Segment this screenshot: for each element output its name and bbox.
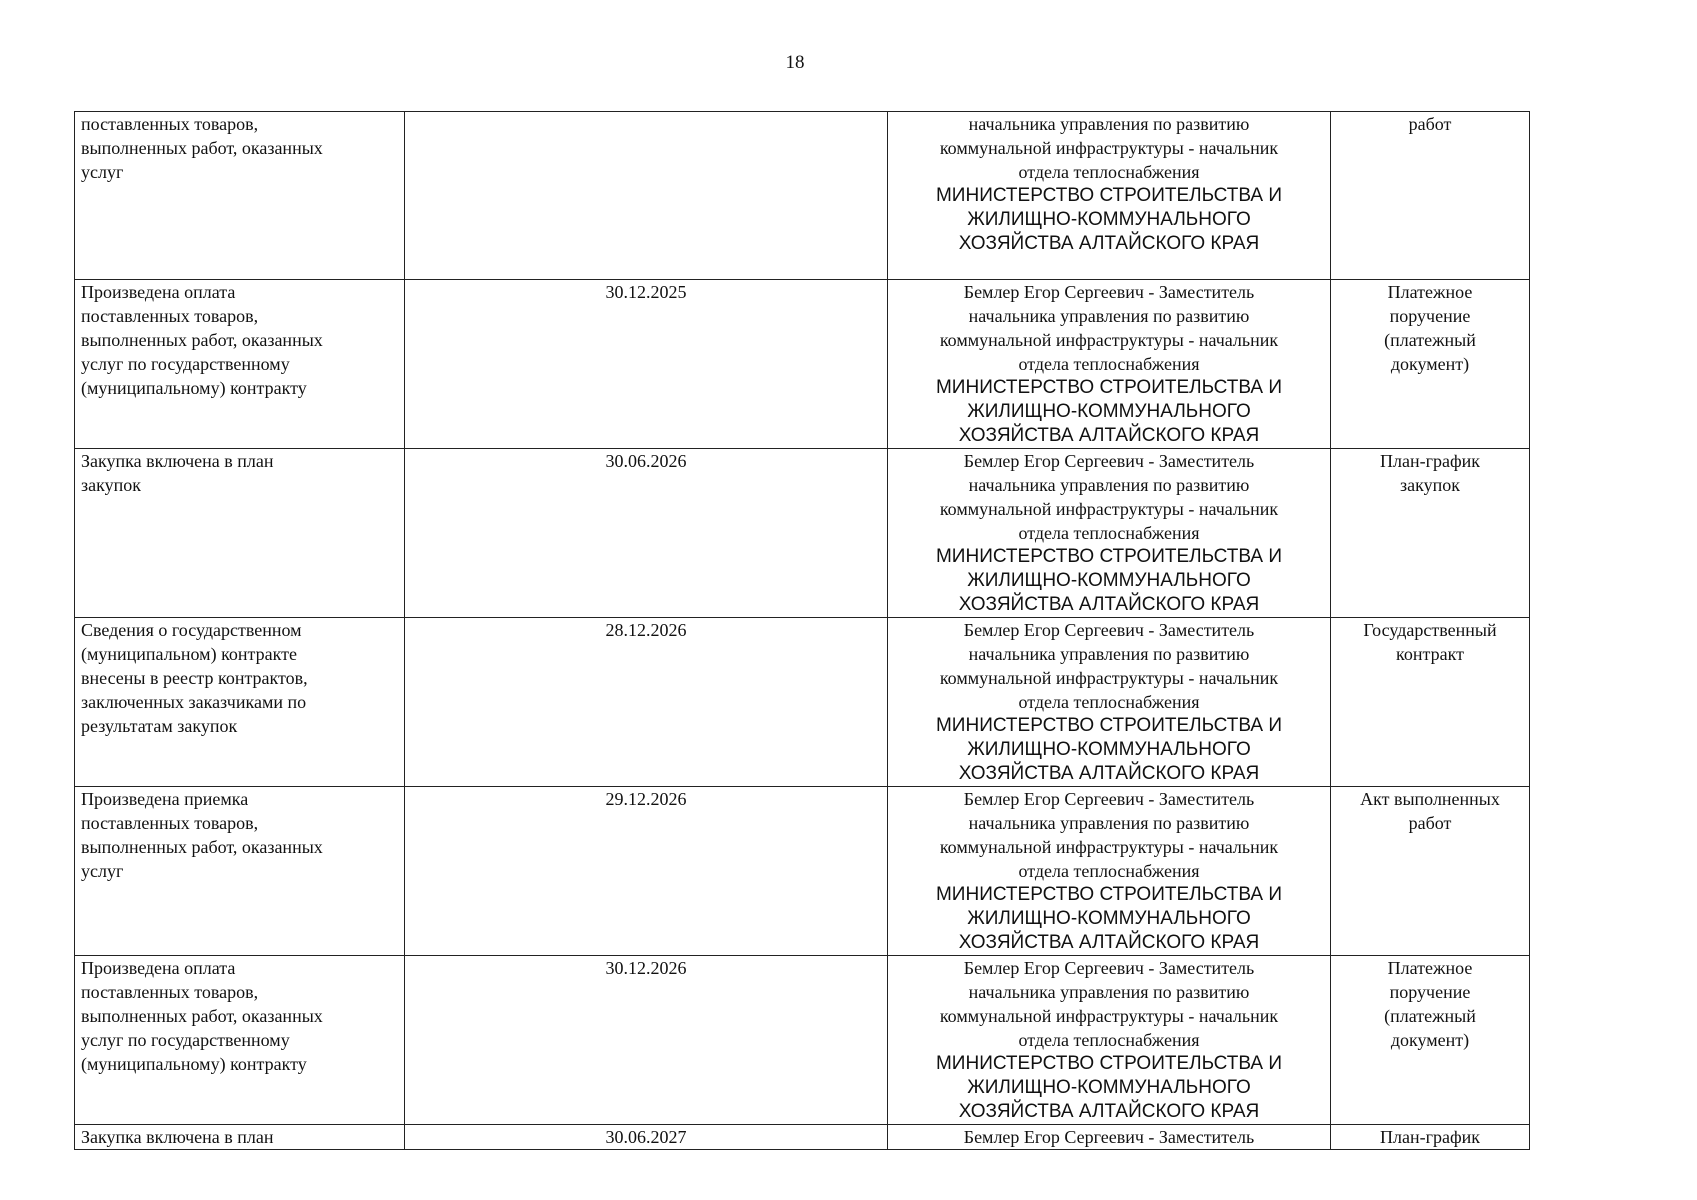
document-type-cell	[1331, 618, 1530, 787]
document-type-cell	[1331, 280, 1530, 449]
event-text-line: заключенных заказчиками по	[81, 692, 307, 712]
organization-line: МИНИСТЕРСТВО СТРОИТЕЛЬСТВА И	[935, 546, 1283, 567]
event-text-line: Произведена приемка	[81, 789, 249, 809]
table-body	[75, 112, 1530, 1150]
date-cell	[405, 449, 888, 618]
deadline-date: 30.12.2026	[605, 958, 687, 978]
responsible-person-line: отдела теплоснабжения	[1018, 523, 1200, 543]
document-type-line: поручение	[1389, 306, 1471, 326]
event-text-line: Закупка включена в план	[81, 1127, 274, 1147]
event-cell	[75, 112, 405, 280]
event-text-line: выполненных работ, оказанных	[81, 837, 323, 857]
event-text-line: поставленных товаров,	[81, 306, 259, 326]
document-type-cell	[1331, 956, 1530, 1125]
event-text-line: услуг	[81, 861, 124, 881]
responsible-cell	[888, 787, 1331, 956]
responsible-cell	[888, 1125, 1331, 1150]
document-type-line: работ	[1408, 114, 1452, 134]
document-type-line: контракт	[1396, 644, 1464, 664]
responsible-person-line: Бемлер Егор Сергеевич - Заместитель	[963, 1127, 1255, 1147]
event-text-line: Сведения о государственном	[81, 620, 302, 640]
organization-line: МИНИСТЕРСТВО СТРОИТЕЛЬСТВА И	[935, 884, 1283, 905]
document-type-line: План-график	[1379, 451, 1480, 471]
organization-line: ЖИЛИЩНО-КОММУНАЛЬНОГО	[967, 570, 1251, 591]
responsible-person-line: коммунальной инфраструктуры - начальник	[939, 837, 1279, 857]
event-cell	[75, 787, 405, 956]
responsible-cell	[888, 280, 1331, 449]
date-cell	[405, 787, 888, 956]
organization-line: ХОЗЯЙСТВА АЛТАЙСКОГО КРАЯ	[958, 1101, 1260, 1122]
responsible-person-line: Бемлер Егор Сергеевич - Заместитель	[963, 620, 1255, 640]
deadline-date: 29.12.2026	[605, 789, 687, 809]
organization-line: ХОЗЯЙСТВА АЛТАЙСКОГО КРАЯ	[958, 425, 1260, 446]
deadline-date: 28.12.2026	[605, 620, 687, 640]
event-text-line: внесены в реестр контрактов,	[81, 668, 308, 688]
page-number: 18	[785, 52, 805, 73]
event-text-line: услуг по государственному	[81, 1030, 290, 1050]
organization-line: ЖИЛИЩНО-КОММУНАЛЬНОГО	[967, 739, 1251, 760]
responsible-person-line: коммунальной инфраструктуры - начальник	[939, 668, 1279, 688]
organization-line: МИНИСТЕРСТВО СТРОИТЕЛЬСТВА И	[935, 1053, 1283, 1074]
organization-line: ХОЗЯЙСТВА АЛТАЙСКОГО КРАЯ	[958, 233, 1260, 254]
event-text-line: Произведена оплата	[81, 282, 236, 302]
event-text-line: выполненных работ, оказанных	[81, 330, 323, 350]
event-text-line: поставленных товаров,	[81, 982, 259, 1002]
document-type-line: (платежный	[1384, 1006, 1476, 1026]
event-cell	[75, 449, 405, 618]
organization-line: МИНИСТЕРСТВО СТРОИТЕЛЬСТВА И	[935, 185, 1283, 206]
responsible-person-line: начальника управления по развитию	[968, 114, 1250, 134]
deadline-date: 30.06.2027	[605, 1127, 687, 1147]
date-cell	[405, 280, 888, 449]
table-row	[75, 1125, 1530, 1150]
responsible-person-line: отдела теплоснабжения	[1018, 162, 1200, 182]
responsible-person-line: начальника управления по развитию	[968, 813, 1250, 833]
document-type-cell	[1331, 787, 1530, 956]
document-type-line: работ	[1408, 813, 1452, 833]
responsible-person-line: коммунальной инфраструктуры - начальник	[939, 138, 1279, 158]
table-row	[75, 956, 1530, 1125]
event-text-line: Произведена оплата	[81, 958, 236, 978]
document-type-line: Акт выполненных	[1360, 789, 1500, 809]
organization-line: МИНИСТЕРСТВО СТРОИТЕЛЬСТВА И	[935, 377, 1283, 398]
event-text-line: Закупка включена в план	[81, 451, 274, 471]
deadline-date: 30.12.2025	[605, 282, 687, 302]
responsible-person-line: начальника управления по развитию	[968, 306, 1250, 326]
organization-line: МИНИСТЕРСТВО СТРОИТЕЛЬСТВА И	[935, 715, 1283, 736]
document-type-cell	[1331, 1125, 1530, 1150]
responsible-person-line: отдела теплоснабжения	[1018, 1030, 1200, 1050]
document-type-cell	[1331, 112, 1530, 280]
document-type-line: Государственный	[1363, 620, 1497, 640]
event-cell	[75, 618, 405, 787]
event-text-line: закупок	[81, 475, 141, 495]
responsible-person-line: Бемлер Егор Сергеевич - Заместитель	[963, 282, 1255, 302]
event-text-line: выполненных работ, оказанных	[81, 138, 323, 158]
event-text-line: поставленных товаров,	[81, 114, 259, 134]
responsible-cell	[888, 618, 1331, 787]
responsible-cell	[888, 449, 1331, 618]
deadline-date: 30.06.2026	[605, 451, 687, 471]
event-text-line: (муниципальному) контракту	[81, 1054, 307, 1074]
date-cell	[405, 1125, 888, 1150]
date-cell	[405, 112, 888, 280]
organization-line: ХОЗЯЙСТВА АЛТАЙСКОГО КРАЯ	[958, 763, 1260, 784]
document-type-line: Платежное	[1387, 282, 1473, 302]
responsible-person-line: Бемлер Егор Сергеевич - Заместитель	[963, 789, 1255, 809]
table-row	[75, 787, 1530, 956]
table-row	[75, 112, 1530, 280]
event-text-line: поставленных товаров,	[81, 813, 259, 833]
control-points-table	[74, 111, 1530, 1150]
organization-line: ЖИЛИЩНО-КОММУНАЛЬНОГО	[967, 401, 1251, 422]
responsible-person-line: начальника управления по развитию	[968, 644, 1250, 664]
event-text-line: (муниципальному) контракту	[81, 378, 307, 398]
document-type-cell	[1331, 449, 1530, 618]
event-text-line: (муниципальном) контракте	[81, 644, 297, 664]
event-cell	[75, 280, 405, 449]
document-type-line: документ)	[1390, 1030, 1470, 1050]
responsible-person-line: начальника управления по развитию	[968, 475, 1250, 495]
responsible-cell	[888, 112, 1331, 280]
responsible-person-line: коммунальной инфраструктуры - начальник	[939, 1006, 1279, 1026]
responsible-person-line: отдела теплоснабжения	[1018, 354, 1200, 374]
responsible-person-line: отдела теплоснабжения	[1018, 692, 1200, 712]
event-text-line: услуг	[81, 162, 124, 182]
responsible-person-line: коммунальной инфраструктуры - начальник	[939, 499, 1279, 519]
document-type-line: Платежное	[1387, 958, 1473, 978]
document-type-line: (платежный	[1384, 330, 1476, 350]
document-type-line: документ)	[1390, 354, 1470, 374]
organization-line: ЖИЛИЩНО-КОММУНАЛЬНОГО	[967, 209, 1251, 230]
responsible-person-line: начальника управления по развитию	[968, 982, 1250, 1002]
document-type-line: закупок	[1400, 475, 1460, 495]
organization-line: ХОЗЯЙСТВА АЛТАЙСКОГО КРАЯ	[958, 932, 1260, 953]
table-row	[75, 280, 1530, 449]
event-text-line: выполненных работ, оказанных	[81, 1006, 323, 1026]
organization-line: ЖИЛИЩНО-КОММУНАЛЬНОГО	[967, 1077, 1251, 1098]
event-cell	[75, 956, 405, 1125]
event-text-line: услуг по государственному	[81, 354, 290, 374]
document-type-line: План-график	[1379, 1127, 1480, 1147]
responsible-person-line: отдела теплоснабжения	[1018, 861, 1200, 881]
event-cell	[75, 1125, 405, 1150]
date-cell	[405, 618, 888, 787]
organization-line: ЖИЛИЩНО-КОММУНАЛЬНОГО	[967, 908, 1251, 929]
table-row	[75, 449, 1530, 618]
responsible-person-line: коммунальной инфраструктуры - начальник	[939, 330, 1279, 350]
event-text-line: результатам закупок	[81, 716, 238, 736]
responsible-cell	[888, 956, 1331, 1125]
date-cell	[405, 956, 888, 1125]
table-row	[75, 618, 1530, 787]
organization-line: ХОЗЯЙСТВА АЛТАЙСКОГО КРАЯ	[958, 594, 1260, 615]
responsible-person-line: Бемлер Егор Сергеевич - Заместитель	[963, 958, 1255, 978]
document-type-line: поручение	[1389, 982, 1471, 1002]
responsible-person-line: Бемлер Егор Сергеевич - Заместитель	[963, 451, 1255, 471]
